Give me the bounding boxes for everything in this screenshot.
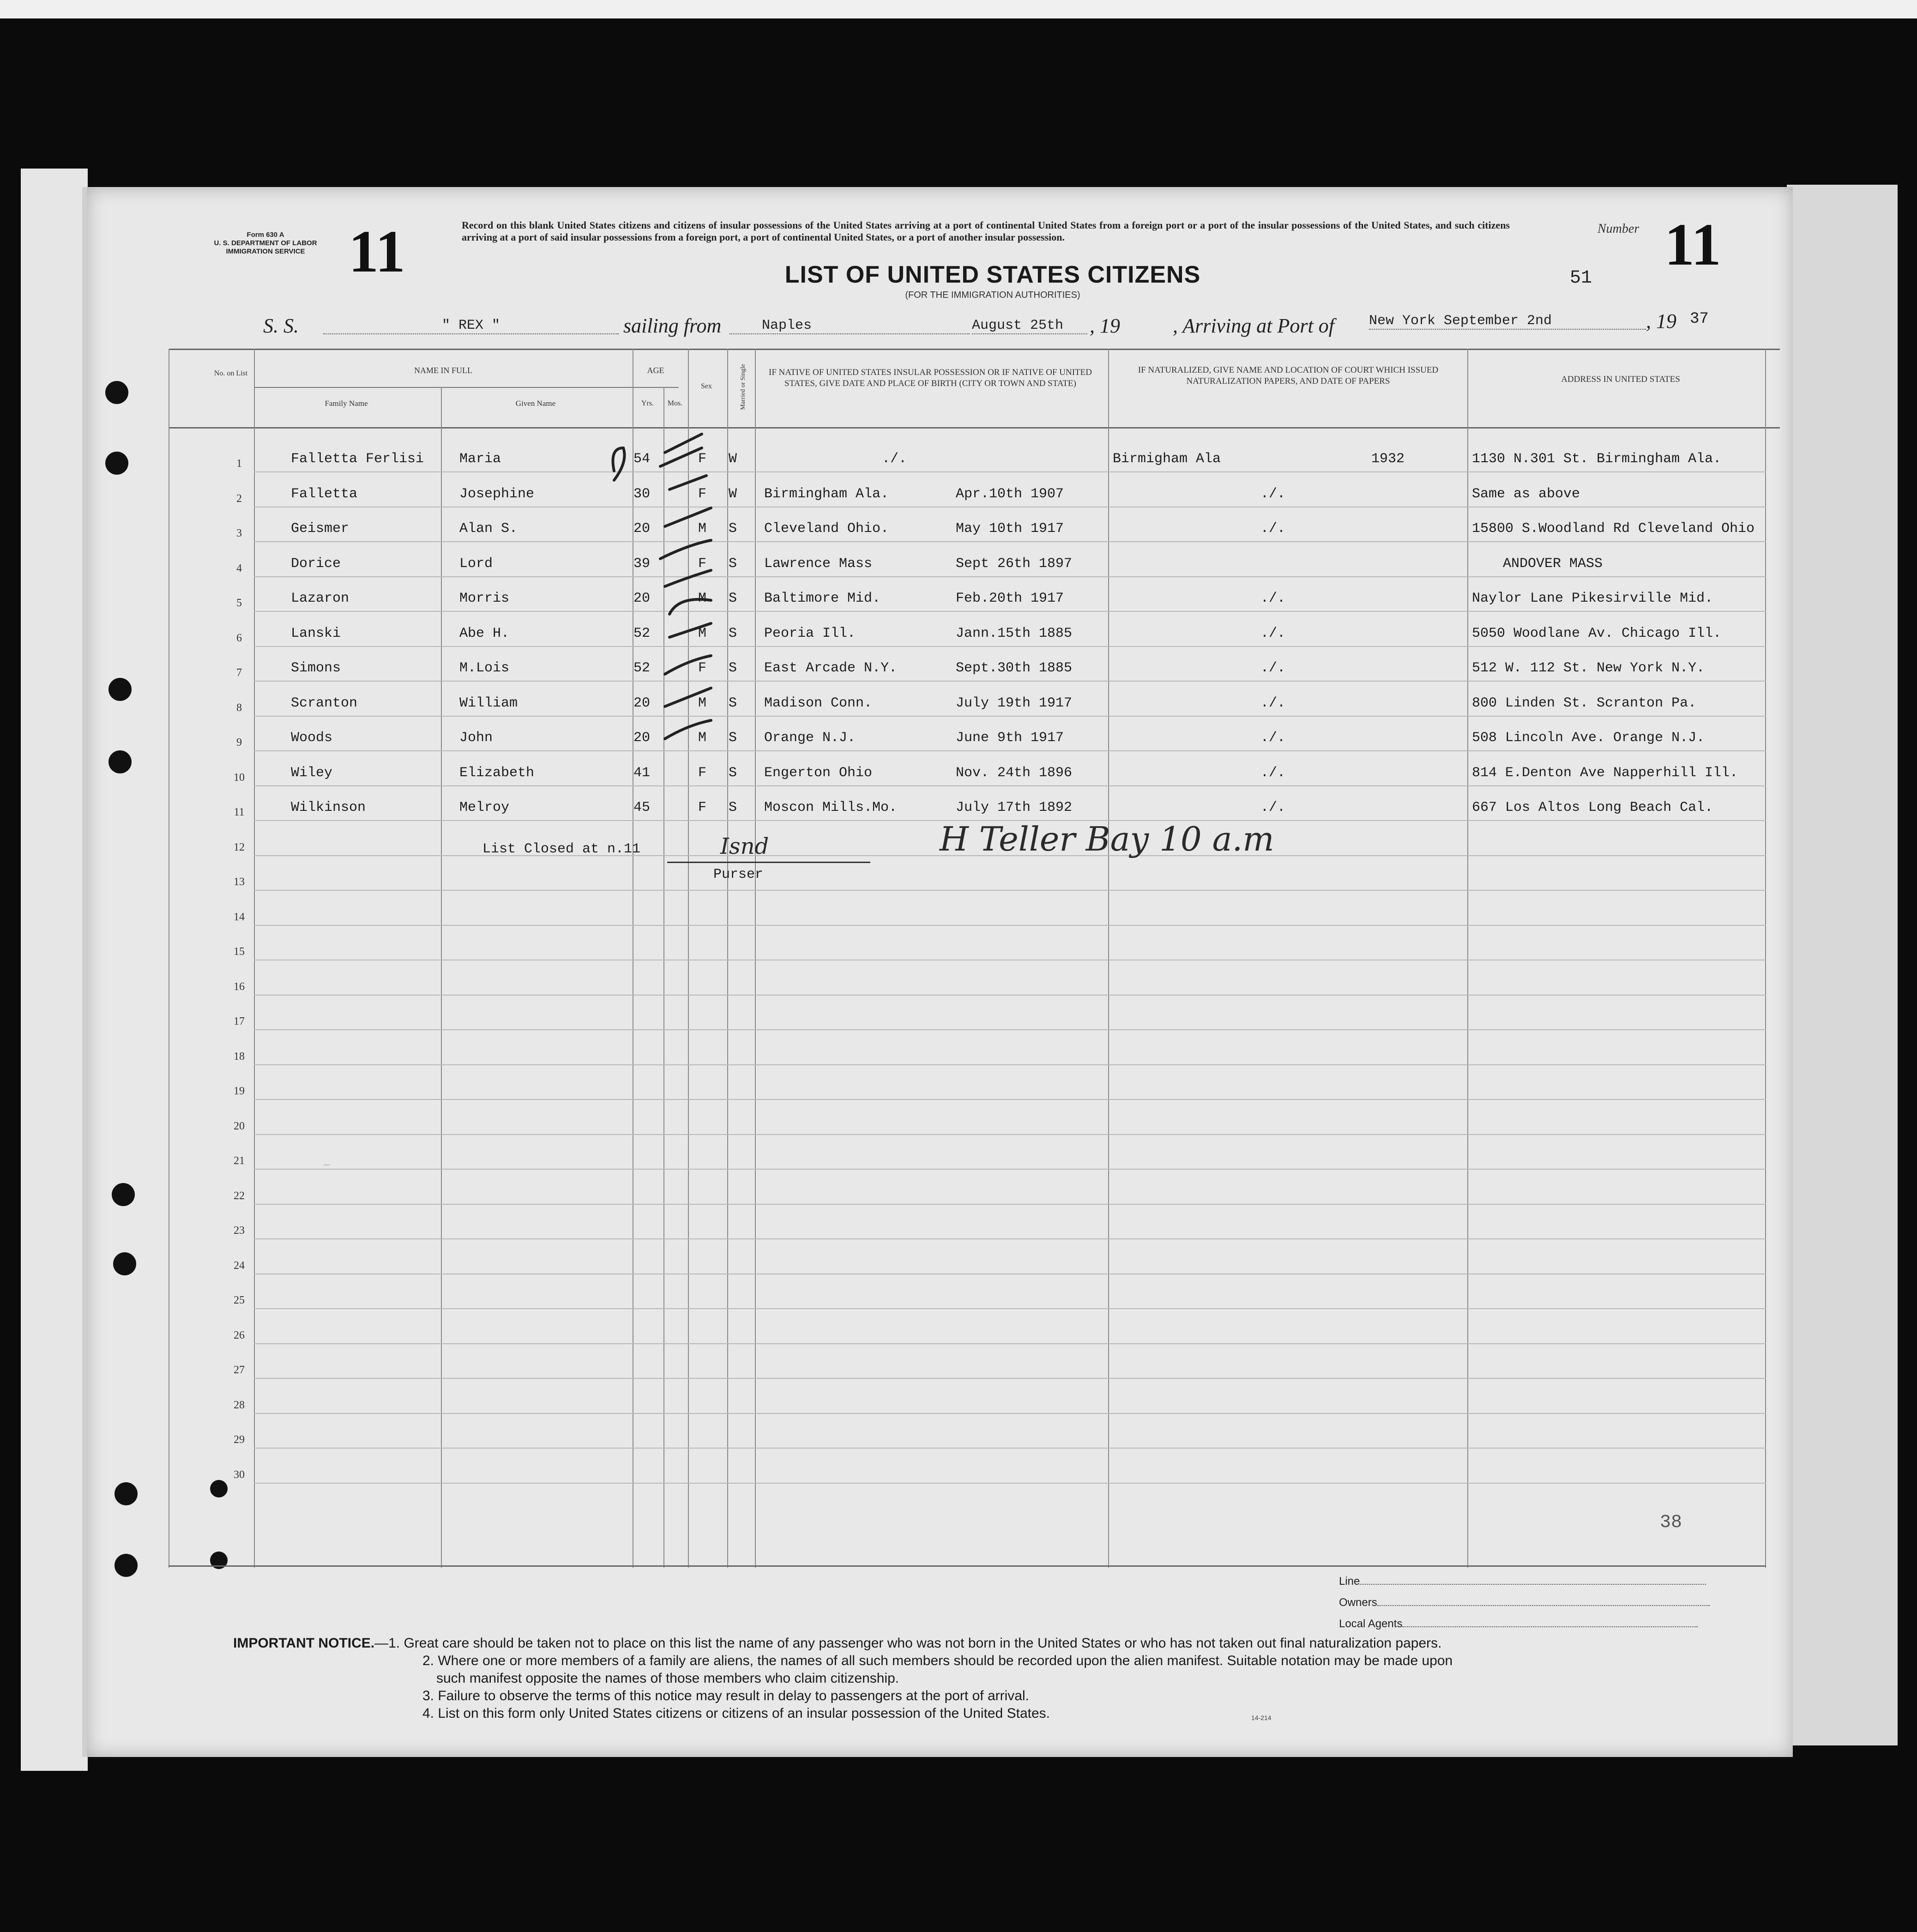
row-number: 17 — [234, 1015, 245, 1027]
age-cell: 20 — [633, 730, 651, 746]
ruled-line — [254, 541, 1766, 542]
age-cell: 20 — [633, 521, 651, 537]
address-cell: ANDOVER MASS — [1503, 555, 1603, 572]
row-number: 12 — [234, 841, 245, 853]
ruled-line — [254, 1448, 1766, 1449]
ruled-line — [254, 1204, 1766, 1205]
address-cell: 512 W. 112 St. New York N.Y. — [1472, 660, 1705, 676]
given-name-cell: Maria — [459, 451, 501, 467]
col-header-address: ADDRESS IN UNITED STATES — [1561, 374, 1680, 384]
row-number: 16 — [234, 980, 245, 993]
print-code: 14-214 — [1251, 1714, 1272, 1721]
arriving-year-prefix: , 19 — [1646, 310, 1676, 332]
ruled-line — [254, 925, 1766, 926]
document-sheet — [82, 187, 1793, 1757]
arriving-label: , Arriving at Port of — [1173, 314, 1334, 337]
col-header-birth: IF NATIVE OF UNITED STATES INSULAR POSSESSION OR IF NATIVE OF UNITED STATES, GIVE DATE AND PLACE OF BIRTH (CITY OR TOWN AND STATE) — [769, 368, 1092, 388]
sex-cell: F — [698, 486, 707, 502]
row-number: 3 — [236, 527, 242, 539]
column-rule — [441, 387, 442, 1568]
service: IMMIGRATION SERVICE — [226, 248, 305, 255]
age-cell: 45 — [633, 800, 651, 815]
ruled-line — [254, 1308, 1766, 1309]
sex-cell: M — [698, 625, 707, 641]
owners-label: Owners — [1339, 1596, 1377, 1609]
marital-status-cell: S — [729, 730, 737, 746]
age-cell: 30 — [633, 486, 651, 502]
court-cell: ./. — [1260, 695, 1286, 711]
court-cell: ./. — [1260, 765, 1286, 781]
age-cell: 52 — [633, 625, 651, 641]
column-rule — [254, 349, 255, 1568]
punch-hole — [210, 1480, 228, 1497]
row-number: 9 — [236, 737, 242, 749]
ruled-line — [254, 1134, 1766, 1135]
row-number: 7 — [236, 667, 242, 679]
notice-item-3: 3. Failure to observe the terms of this notice may result in delay to passengers at the port of arrival. — [422, 1688, 1029, 1703]
form-title: LIST OF UNITED STATES CITIZENS — [784, 261, 1201, 288]
ruled-line — [254, 995, 1766, 996]
punch-hole — [112, 1183, 135, 1206]
birthplace-cell: Madison Conn. — [764, 695, 873, 711]
sailing-year-prefix: , 19 — [1090, 314, 1120, 337]
ss-label: S. S. — [263, 314, 299, 337]
punch-hole — [115, 1482, 138, 1505]
birthdate-cell: July 17th 1892 — [956, 800, 1073, 815]
row-number: 8 — [236, 701, 242, 714]
marital-status-cell: S — [729, 521, 737, 537]
ruled-line — [254, 1064, 1766, 1065]
handwritten-annotation: H Teller Bay 10 a.m — [940, 820, 1274, 858]
record-instructions: Record on this blank United States citizens and citizens of insular possessions of the United States arriving at a port of continental United States from a foreign port or a port of the insular possessions of the United States, and such citizens arriving at a port of said insular possessions from a foreign port, a port of continental United States, or a port of another insular possession. — [462, 219, 1510, 243]
row-number: 22 — [234, 1189, 245, 1202]
col-header-name: NAME IN FULL — [414, 366, 472, 375]
header-rule — [169, 349, 1780, 350]
page-edge — [1787, 185, 1898, 1745]
age-cell: 54 — [633, 451, 651, 467]
court-year-cell: 1932 — [1371, 451, 1405, 467]
birthplace-cell: Moscon Mills.Mo. — [764, 800, 898, 815]
table-bottom-rule — [169, 1565, 1766, 1567]
marital-status-cell: S — [729, 591, 737, 606]
birthplace-cell: Birmingham Ala. — [764, 486, 889, 502]
family-name-cell: Geismer — [291, 521, 350, 537]
ruled-line — [254, 611, 1766, 612]
age-cell: 41 — [633, 765, 651, 781]
birthdate-cell: Feb.20th 1917 — [956, 591, 1064, 606]
given-name-cell: M.Lois — [459, 660, 510, 676]
stamp-number: 51 — [1570, 268, 1592, 289]
address-cell: 800 Linden St. Scranton Pa. — [1472, 695, 1697, 711]
ruled-line — [254, 1413, 1766, 1414]
family-name-cell: Falletta — [291, 486, 358, 502]
family-name-cell: Falletta Ferlisi — [291, 451, 424, 467]
given-name-cell: Abe H. — [459, 625, 510, 641]
family-name-cell: Wilkinson — [291, 800, 366, 815]
court-cell: ./. — [1260, 486, 1286, 502]
page-number: 38 — [1660, 1512, 1682, 1533]
notice-item-2a: 2. Where one or more members of a family are aliens, the names of all such members should be recorded upon the alien manifest. Suitable notation may be made upon — [422, 1653, 1453, 1668]
marital-status-cell: S — [729, 555, 737, 572]
row-number: 25 — [234, 1294, 245, 1306]
row-number: 18 — [234, 1050, 245, 1063]
row-number: 5 — [236, 597, 242, 609]
column-rule — [1765, 349, 1766, 1568]
birthdate-cell: Sept.30th 1885 — [956, 660, 1073, 676]
punch-hole — [105, 452, 128, 475]
birthdate-cell: Sept 26th 1897 — [956, 555, 1073, 572]
address-cell: 508 Lincoln Ave. Orange N.J. — [1472, 730, 1705, 746]
address-cell: 814 E.Denton Ave Napperhill Ill. — [1472, 765, 1738, 781]
given-name-cell: Alan S. — [459, 521, 518, 537]
punch-hole — [105, 381, 128, 404]
birthdate-cell: May 10th 1917 — [956, 521, 1064, 537]
form-subtitle: (FOR THE IMMIGRATION AUTHORITIES) — [905, 290, 1080, 300]
sailing-from: Naples — [729, 318, 970, 334]
row-number: 27 — [234, 1364, 245, 1376]
signature-line — [667, 862, 870, 863]
col-header-naturalized: IF NATURALIZED, GIVE NAME AND LOCATION OF COURT WHICH ISSUED NATURALIZATION PAPERS, AND DATE OF PAPERS — [1138, 365, 1439, 386]
family-name-cell: Lazaron — [291, 591, 350, 606]
row-number: 30 — [234, 1468, 245, 1481]
important-notice — [233, 1635, 1738, 1722]
sex-cell: M — [698, 695, 707, 711]
col-header-mos: Mos. — [667, 399, 683, 407]
arriving-year: 37 — [1690, 310, 1709, 328]
punch-hole — [109, 750, 132, 773]
notice-item-2b: such manifest opposite the names of those members who claim citizenship. — [436, 1671, 899, 1686]
given-name-cell: Elizabeth — [459, 765, 535, 781]
court-cell: ./. — [1260, 730, 1286, 746]
family-name-cell: Lanski — [291, 625, 341, 641]
punch-hole — [115, 1554, 138, 1577]
row-number: 1 — [236, 458, 242, 470]
sex-cell: M — [698, 591, 707, 606]
ruled-line — [254, 1378, 1766, 1379]
birthplace-cell: Peoria Ill. — [764, 625, 856, 641]
birthdate-cell: June 9th 1917 — [956, 730, 1064, 746]
birthplace-cell: Engerton Ohio — [764, 765, 873, 781]
column-rule — [727, 349, 728, 1568]
row-number: 2 — [236, 492, 242, 505]
punch-hole — [113, 1252, 136, 1275]
ruled-line — [254, 750, 1766, 751]
sex-cell: F — [698, 451, 707, 467]
ruled-line — [254, 1169, 1766, 1170]
top-border — [0, 0, 1917, 18]
col-header-age: AGE — [647, 366, 664, 375]
marital-status-cell: W — [729, 486, 737, 502]
notice-label: IMPORTANT NOTICE. — [233, 1636, 375, 1651]
ruled-line — [254, 681, 1766, 682]
binder-strip — [21, 169, 88, 1771]
given-name-cell: Josephine — [459, 486, 535, 502]
birthplace-cell: East Arcade N.Y. — [764, 660, 898, 676]
address-cell: 15800 S.Woodland Rd Cleveland Ohio — [1472, 521, 1755, 537]
purser-label: Purser — [713, 867, 764, 882]
arriving-port: New York September 2nd — [1369, 313, 1646, 330]
row-number: 26 — [234, 1329, 245, 1341]
family-name-cell: Simons — [291, 660, 341, 676]
marital-status-cell: S — [729, 660, 737, 676]
birthplace-cell: Orange N.J. — [764, 730, 856, 746]
row-number: 28 — [234, 1399, 245, 1411]
col-header-no: No. on List — [214, 369, 248, 377]
given-name-cell: Morris — [459, 591, 510, 606]
list-closed-note: List Closed at n.11 — [482, 841, 641, 857]
marital-status-cell: S — [729, 800, 737, 815]
marital-status-cell: S — [729, 625, 737, 641]
family-name-cell: Woods — [291, 730, 333, 746]
birthplace-cell: ./. — [882, 451, 907, 467]
address-cell: Naylor Lane Pikesirville Mid. — [1472, 591, 1713, 606]
age-cell: 20 — [633, 591, 651, 606]
court-cell: ./. — [1260, 591, 1286, 606]
header-rule — [169, 427, 1780, 429]
marital-status-cell: W — [729, 451, 737, 467]
sex-cell: F — [698, 765, 707, 781]
sex-cell: M — [698, 730, 707, 746]
sailing-from-label: sailing from — [623, 314, 722, 337]
notice-item-4: 4. List on this form only United States citizens or citizens of an insular possession of the United States. — [422, 1706, 1050, 1721]
col-header-given: Given Name — [515, 399, 556, 408]
ruled-line — [254, 1099, 1766, 1100]
birthplace-cell: Cleveland Ohio. — [764, 521, 889, 537]
birthdate-cell: Apr.10th 1907 — [956, 486, 1064, 502]
column-rule — [1467, 349, 1468, 1568]
purser-signature: Isnd — [720, 833, 769, 859]
sex-cell: M — [698, 521, 707, 537]
row-number: 29 — [234, 1434, 245, 1446]
court-cell: Birmigham Ala — [1113, 451, 1221, 467]
ruled-line — [254, 576, 1766, 577]
given-name-cell: Lord — [459, 555, 493, 572]
family-name-cell: Scranton — [291, 695, 358, 711]
ruled-line — [254, 1029, 1766, 1030]
sheet-number-right: 11 — [1664, 211, 1721, 278]
row-number: 4 — [236, 562, 242, 574]
family-name-cell: Wiley — [291, 765, 333, 781]
number-label: Number — [1598, 222, 1640, 236]
ruled-line — [254, 1238, 1766, 1239]
ship-name: " REX " — [323, 318, 619, 334]
age-cell: 20 — [633, 695, 651, 711]
family-name-cell: Dorice — [291, 555, 341, 572]
row-number: 23 — [234, 1225, 245, 1237]
given-name-cell: John — [459, 730, 493, 746]
row-number: 13 — [234, 876, 245, 888]
sex-cell: F — [698, 555, 707, 572]
address-cell: 1130 N.301 St. Birmingham Ala. — [1472, 451, 1722, 467]
header-rule — [254, 387, 679, 388]
row-number: 19 — [234, 1085, 245, 1097]
row-number: 14 — [234, 911, 245, 923]
ruled-line — [254, 471, 1766, 472]
birthdate-cell: Jann.15th 1885 — [956, 625, 1073, 641]
row-number: 24 — [234, 1259, 245, 1272]
court-cell: ./. — [1260, 625, 1286, 641]
sex-cell: F — [698, 800, 707, 815]
row-number: 20 — [234, 1120, 245, 1132]
department: U. S. DEPARTMENT OF LABOR — [214, 239, 317, 247]
ruled-line — [254, 785, 1766, 786]
birthplace-cell: Lawrence Mass — [764, 555, 873, 572]
row-number: 15 — [234, 946, 245, 958]
line-label: Line — [1339, 1575, 1360, 1588]
punch-hole — [109, 678, 132, 701]
check-marks — [596, 429, 716, 803]
address-cell: Same as above — [1472, 486, 1580, 502]
ruled-line — [254, 646, 1766, 647]
sex-cell: F — [698, 660, 707, 676]
sailing-date: August 25th — [972, 318, 1087, 334]
court-cell: ./. — [1260, 800, 1286, 815]
col-header-sex: Sex — [701, 382, 712, 390]
age-cell: 52 — [633, 660, 651, 676]
ruled-line — [254, 890, 1766, 891]
age-cell: 39 — [633, 555, 651, 572]
given-name-cell: William — [459, 695, 518, 711]
given-name-cell: Melroy — [459, 800, 510, 815]
col-header-yrs: Yrs. — [641, 399, 654, 407]
ruled-line — [254, 716, 1766, 717]
sheet-number-left: 11 — [349, 218, 405, 285]
birthdate-cell: July 19th 1917 — [956, 695, 1073, 711]
column-rule — [1108, 349, 1109, 1568]
marital-status-cell: S — [729, 765, 737, 781]
row-number: 6 — [236, 632, 242, 644]
ruled-line — [254, 1483, 1766, 1484]
form-id: Form 630 A — [247, 231, 284, 239]
ruled-line — [254, 1343, 1766, 1344]
column-rule — [755, 349, 756, 1568]
marital-status-cell: S — [729, 695, 737, 711]
birthdate-cell: Nov. 24th 1896 — [956, 765, 1073, 781]
form-id-block — [203, 231, 328, 256]
notice-item-1: —1. Great care should be taken not to place on this list the name of any passenger who was not born in the United States or who has not taken out final naturalization papers. — [374, 1636, 1442, 1651]
row-number: 21 — [234, 1155, 245, 1167]
footer-fields — [1339, 1571, 1710, 1635]
court-cell: ./. — [1260, 521, 1286, 537]
agents-label: Local Agents — [1339, 1618, 1403, 1630]
row-number: 10 — [234, 771, 245, 784]
birthplace-cell: Baltimore Mid. — [764, 591, 881, 606]
address-cell: 667 Los Altos Long Beach Cal. — [1472, 800, 1713, 815]
row-number: 11 — [234, 806, 245, 818]
col-header-family: Family Name — [325, 399, 368, 408]
col-header-married: Married or Single — [740, 364, 747, 410]
court-cell: ./. — [1260, 660, 1286, 676]
address-cell: 5050 Woodlane Av. Chicago Ill. — [1472, 625, 1722, 641]
